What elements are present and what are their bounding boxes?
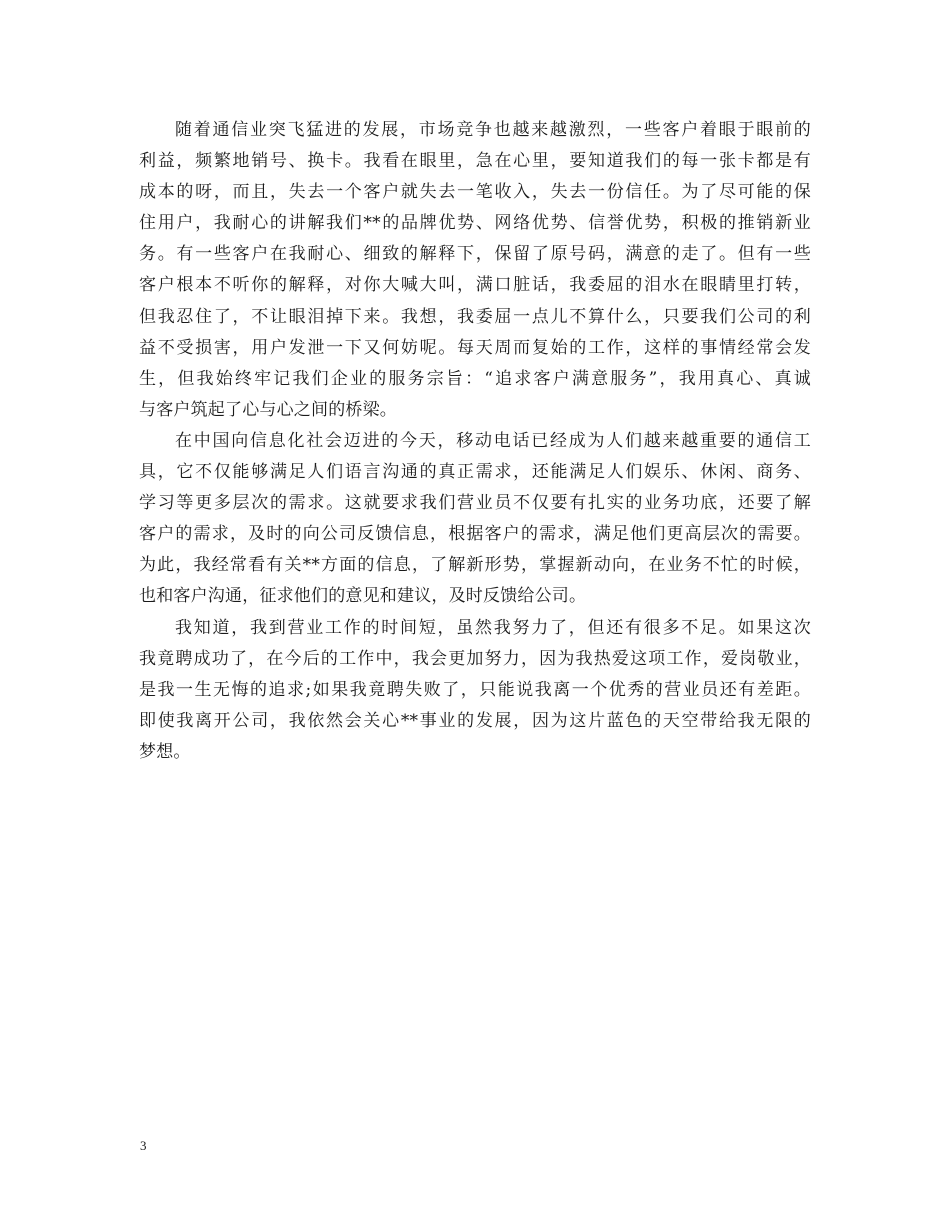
paragraph-1-line-8: 益不受损害，用户发泄一下又何妨呢。每天周而复始的工作，这样的事情经常会发	[139, 337, 811, 358]
paragraph-2-line-2: 具，它不仅能够满足人们语言沟通的真正需求，还能满足人们娱乐、休闲、商务、	[139, 462, 811, 483]
paragraph-1-line-6: 客户根本不听你的解释，对你大喊大叫，满口脏话，我委屈的泪水在眼睛里打转，	[139, 275, 811, 296]
paragraph-2-line-1: 在中国向信息化社会迈进的今天，移动电话已经成为人们越来越重要的通信工	[175, 430, 811, 451]
body-text	[139, 115, 811, 768]
paragraph-1-line-9: 生，但我始终牢记我们企业的服务宗旨：“追求客户满意服务”，我用真心、真诚	[139, 368, 811, 389]
paragraph-1-line-10: 与客户筑起了心与心之间的桥梁。	[139, 399, 397, 420]
paragraph-3-line-5: 梦想。	[139, 741, 191, 762]
page-number: 3	[140, 1138, 147, 1153]
paragraph-2-line-6: 也和客户沟通，征求他们的意见和建议，及时反馈给公司。	[139, 586, 587, 607]
paragraph-1-line-2: 利益，频繁地销号、换卡。我看在眼里，急在心里，要知道我们的每一张卡都是有	[139, 151, 811, 172]
paragraph-2-line-4: 客户的需求，及时的向公司反馈信息，根据客户的需求，满足他们更高层次的需要。	[139, 524, 811, 545]
paragraph-3-line-2: 我竟聘成功了，在今后的工作中，我会更加努力，因为我热爱这项工作，爱岗敬业，	[139, 648, 811, 669]
paragraph-3-line-1: 我知道，我到营业工作的时间短，虽然我努力了，但还有很多不足。如果这次	[175, 617, 811, 638]
paragraph-3-line-3: 是我一生无悔的追求;如果我竟聘失败了，只能说我离一个优秀的营业员还有差距。	[139, 679, 811, 700]
paragraph-1-line-3: 成本的呀，而且，失去一个客户就失去一笔收入，失去一份信任。为了尽可能的保	[139, 182, 811, 203]
paragraph-2-line-3: 学习等更多层次的需求。这就要求我们营业员不仅要有扎实的业务功底，还要了解	[139, 493, 811, 514]
paragraph-3-line-4: 即使我离开公司，我依然会关心**事业的发展，因为这片蓝色的天空带给我无限的	[139, 710, 811, 731]
paragraph-1-line-7: 但我忍住了，不让眼泪掉下来。我想，我委屈一点儿不算什么，只要我们公司的利	[139, 306, 811, 327]
paragraph-1-line-1: 随着通信业突飞猛进的发展，市场竞争也越来越激烈，一些客户着眼于眼前的	[175, 120, 811, 140]
paragraph-1-line-4: 住用户，我耐心的讲解我们**的品牌优势、网络优势、信誉优势，积极的推销新业	[139, 213, 811, 234]
paragraph-2-line-5: 为此，我经常看有关**方面的信息，了解新形势，掌握新动向，在业务不忙的时候，	[139, 555, 811, 576]
paragraph-1-line-5: 务。有一些客户在我耐心、细致的解释下，保留了原号码，满意的走了。但有一些	[139, 244, 811, 265]
